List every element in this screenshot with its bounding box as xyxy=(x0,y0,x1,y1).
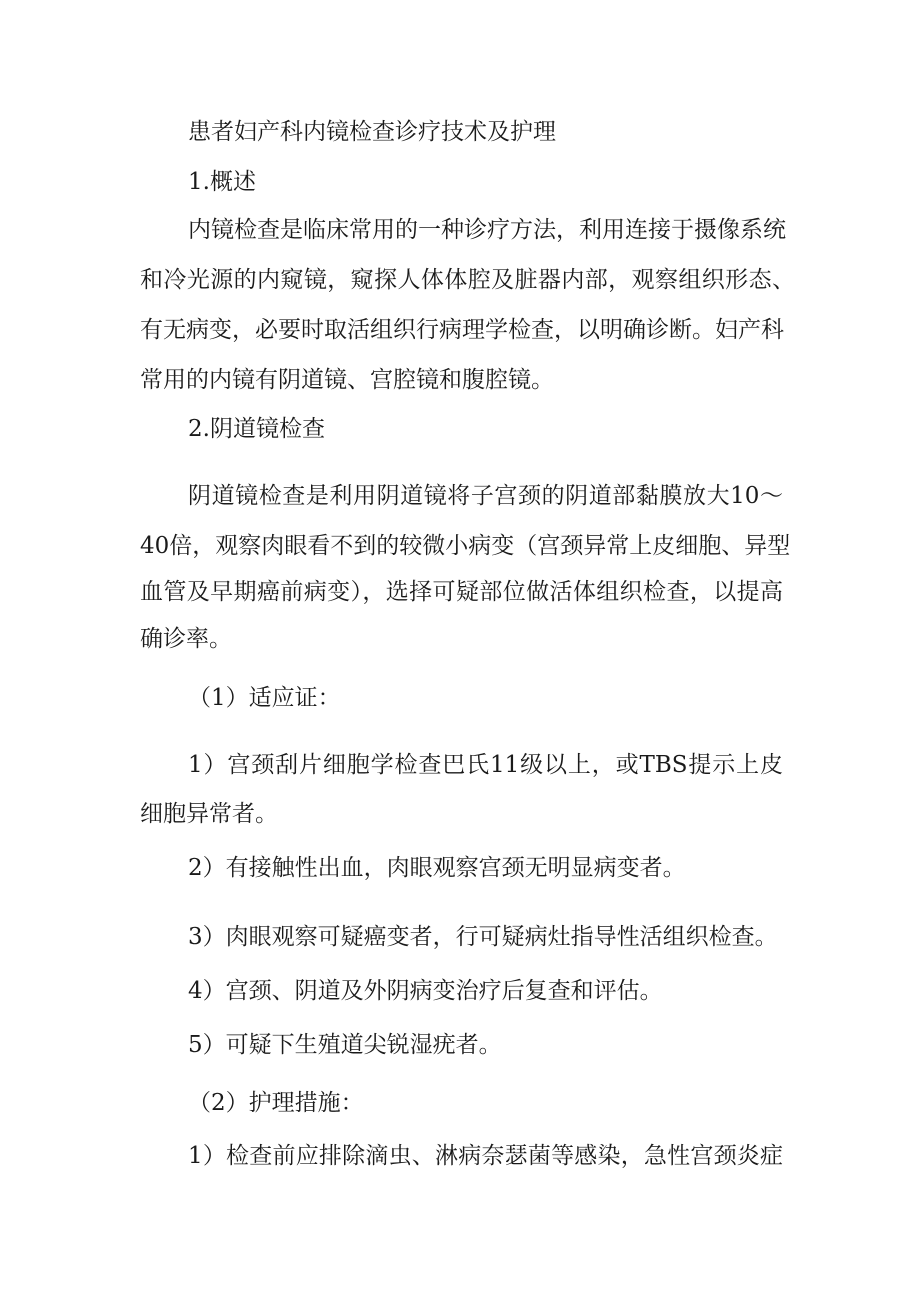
paragraph-line: 常用的内镜有阴道镜、宫腔镜和腹腔镜。 xyxy=(140,367,554,393)
paragraph-line: 血管及早期癌前病变），选择可疑部位做活体组织检查，以提高 xyxy=(140,579,783,605)
paragraph-line: 确诊率。 xyxy=(140,626,232,652)
list-item: 2）有接触性出血，肉眼观察宫颈无明显病变者。 xyxy=(188,855,686,881)
subheading-nursing: （2）护理措施： xyxy=(188,1090,364,1116)
paragraph-line: 阴道镜检查是利用阴道镜将子宫颈的阴道部黏膜放大10～ xyxy=(188,483,783,509)
paragraph-line: 内镜检查是临床常用的一种诊疗方法，利用连接于摄像系统 xyxy=(188,217,786,243)
section-heading-colposcopy: 2.阴道镜检查 xyxy=(188,416,325,442)
list-item: 4）宫颈、阴道及外阴病变治疗后复查和评估。 xyxy=(188,978,663,1004)
paragraph-line: 有无病变，必要时取活组织行病理学检查，以明确诊断。妇产科 xyxy=(140,317,784,343)
paragraph-line: 40倍，观察肉眼看不到的较微小病变（宫颈异常上皮细胞、异型 xyxy=(140,533,791,559)
list-item: 1）检查前应排除滴虫、淋病奈瑟菌等感染，急性宫颈炎症 xyxy=(188,1143,783,1169)
list-item: 5）可疑下生殖道尖锐湿疣者。 xyxy=(188,1032,502,1058)
subheading-indications: （1）适应证： xyxy=(188,685,341,711)
section-heading-overview: 1.概述 xyxy=(188,169,256,195)
list-item: 1）宫颈刮片细胞学检查巴氏11级以上，或TBS提示上皮 xyxy=(188,752,783,778)
paragraph-line: 和冷光源的内窥镜，窥探人体体腔及脏器内部，观察组织形态、 xyxy=(140,267,795,293)
document-title: 患者妇产科内镜检查诊疗技术及护理 xyxy=(188,119,556,145)
list-item: 3）肉眼观察可疑癌变者，行可疑病灶指导性活组织检查。 xyxy=(188,924,778,950)
list-item: 细胞异常者。 xyxy=(140,801,278,827)
